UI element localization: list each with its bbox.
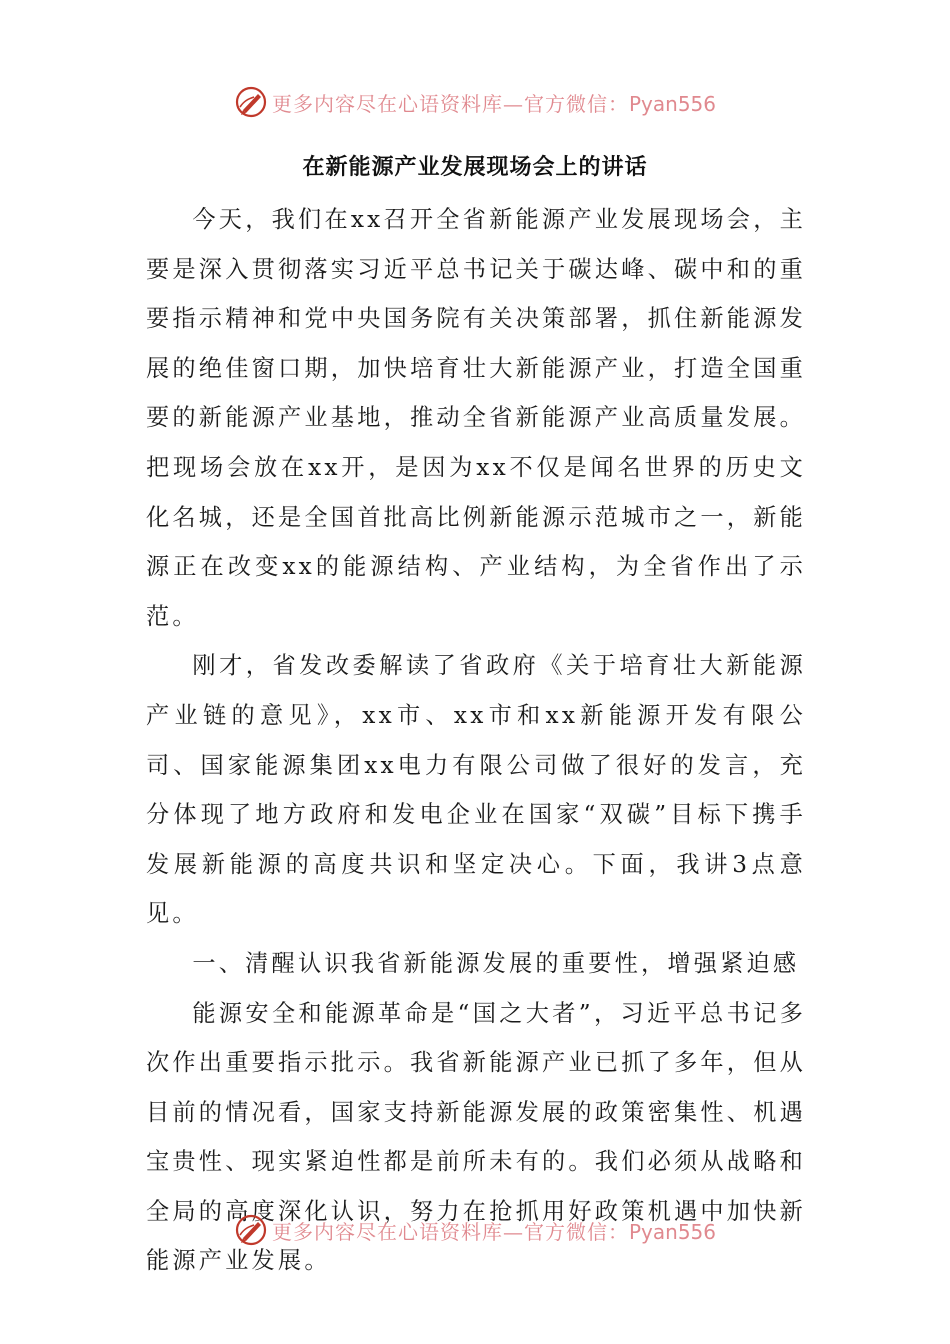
banner-text: 更多内容尽在心语资料库—官方微信：Pyan556 [271, 1219, 716, 1244]
paragraph: 能源安全和能源革命是“国之大者”，习近平总书记多次作出重要指示批示。我省新能源产业已抓了多年，但从目前的情况看，国家支持新能源发展的政策密集性、机遇宝贵性、现实紧迫性都是前所未有的。我们必须从战略和全局的高度深化认识，努力在抢抓用好政策机遇中加快新能源产业发展。 [146, 999, 806, 1275]
paragraph: 刚才，省发改委解读了省政府《关于培育壮大新能源产业链的意见》，xx市、xx市和xx新能源开发有限公司、国家能源集团xx电力有限公司做了很好的发言，充分体现了地方政府和发电企业在国家“双碳”目标下携手发展新能源的高度共识和坚定决心。下面，我讲3点意见。 [146, 652, 806, 928]
header-banner [0, 80, 950, 124]
banner-text: 更多内容尽在心语资料库—官方微信：Pyan556 [271, 91, 716, 116]
wechat-id: Pyan556 [628, 91, 716, 116]
pen-logo-icon [234, 85, 268, 119]
document-title: 在新能源产业发展现场会上的讲话 [302, 155, 648, 180]
document-body [146, 195, 806, 1286]
section-heading: 一、清醒认识我省新能源发展的重要性，增强紧迫感 [192, 949, 800, 977]
footer-banner [0, 1208, 950, 1252]
paragraph: 今天，我们在xx召开全省新能源产业发展现场会，主要是深入贯彻落实习近平总书记关于碳达峰、碳中和的重要指示精神和党中央国务院有关决策部署，抓住新能源发展的绝佳窗口期，加快培育壮大新能源产业，打造全国重要的新能源产业基地，推动全省新能源产业高质量发展。把现场会放在xx开，是因为xx不仅是闻名世界的历史文化名城，还是全国首批高比例新能源示范城市之一，新能源正在改变xx的能源结构、产业结构，为全省作出了示范。 [146, 206, 806, 630]
wechat-id: Pyan556 [628, 1219, 716, 1244]
pen-logo-icon [234, 1213, 268, 1247]
